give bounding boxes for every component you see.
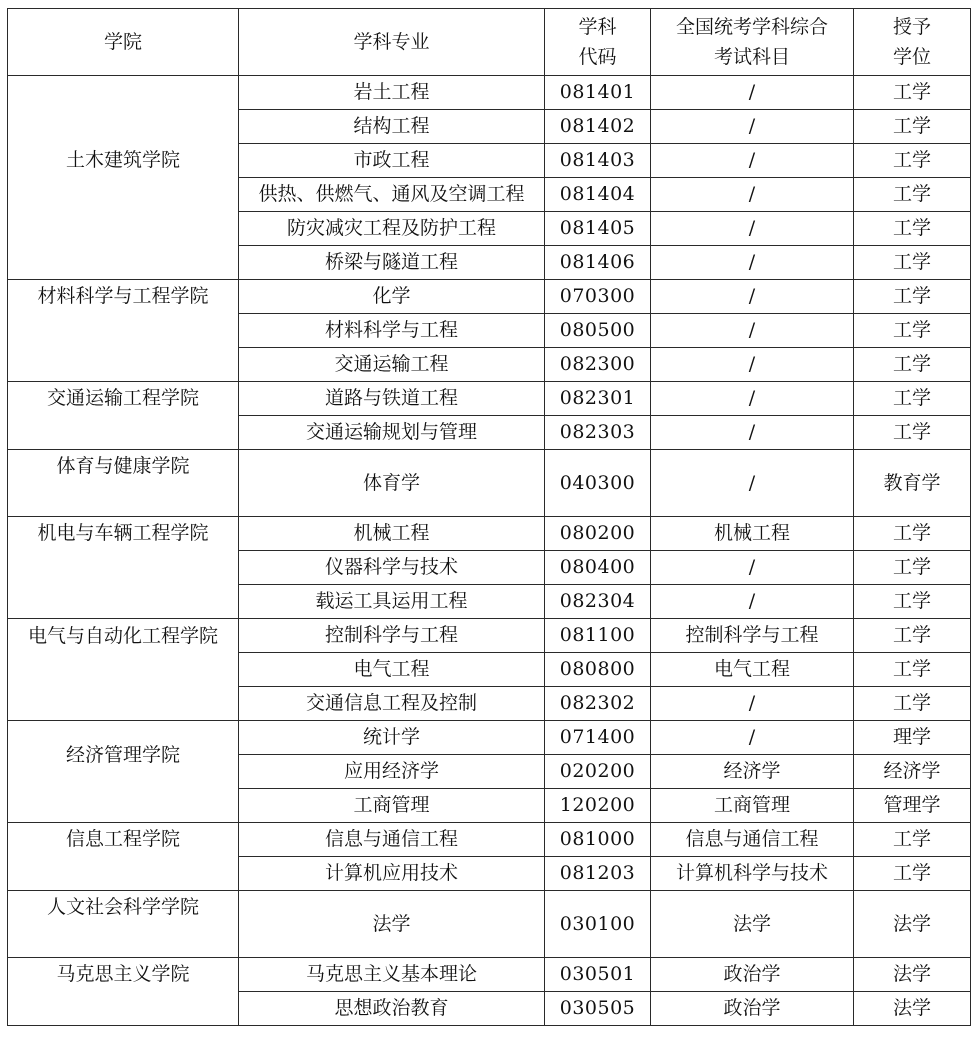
exam-subject-cell: 经济学 (651, 755, 854, 789)
exam-subject-cell: / (651, 212, 854, 246)
table-row (8, 958, 971, 992)
college-name-cell: 交通运输工程学院 (8, 382, 239, 450)
college-name-cell: 机电与车辆工程学院 (8, 517, 239, 619)
major-cell: 体育学 (239, 450, 545, 517)
exam-subject-cell: 控制科学与工程 (651, 619, 854, 653)
degree-cell: 工学 (854, 178, 971, 212)
header-row (8, 9, 971, 76)
code-cell: 082303 (545, 416, 651, 450)
major-cell: 信息与通信工程 (239, 823, 545, 857)
degree-cell: 工学 (854, 619, 971, 653)
exam-subject-cell: / (651, 585, 854, 619)
major-cell: 载运工具运用工程 (239, 585, 545, 619)
header-code (545, 9, 651, 76)
exam-subject-cell: 机械工程 (651, 517, 854, 551)
code-cell: 082304 (545, 585, 651, 619)
major-cell: 桥梁与隧道工程 (239, 246, 545, 280)
degree-cell: 管理学 (854, 789, 971, 823)
degree-cell: 工学 (854, 110, 971, 144)
code-cell: 080400 (545, 551, 651, 585)
exam-subject-cell: / (651, 76, 854, 110)
college-name-cell: 材料科学与工程学院 (8, 280, 239, 382)
code-cell: 081404 (545, 178, 651, 212)
exam-subject-cell: 法学 (651, 891, 854, 958)
college-name-cell: 人文社会科学学院 (8, 891, 239, 958)
major-cell: 岩土工程 (239, 76, 545, 110)
code-cell: 040300 (545, 450, 651, 517)
header-degree-line2: 学位 (892, 46, 931, 68)
code-cell: 081403 (545, 144, 651, 178)
exam-subject-cell: / (651, 551, 854, 585)
code-cell: 081401 (545, 76, 651, 110)
degree-cell: 理学 (854, 721, 971, 755)
exam-subject-cell: / (651, 687, 854, 721)
major-cell: 机械工程 (239, 517, 545, 551)
exam-subject-cell: / (651, 144, 854, 178)
exam-subject-cell: / (651, 246, 854, 280)
exam-subject-cell: / (651, 416, 854, 450)
exam-subject-cell: 计算机科学与技术 (651, 857, 854, 891)
exam-subject-cell: / (651, 280, 854, 314)
code-cell: 080200 (545, 517, 651, 551)
header-major: 学科专业 (239, 9, 545, 76)
exam-subject-cell: 政治学 (651, 992, 854, 1026)
code-cell: 080500 (545, 314, 651, 348)
major-cell: 结构工程 (239, 110, 545, 144)
college-name-cell: 土木建筑学院 (8, 76, 239, 280)
degree-cell: 工学 (854, 585, 971, 619)
code-cell: 081405 (545, 212, 651, 246)
code-cell: 030501 (545, 958, 651, 992)
code-cell: 020200 (545, 755, 651, 789)
degree-cell: 教育学 (854, 450, 971, 517)
major-cell: 交通运输规划与管理 (239, 416, 545, 450)
exam-subject-cell: 电气工程 (651, 653, 854, 687)
degree-cell: 经济学 (854, 755, 971, 789)
table-row (8, 280, 971, 314)
college-name-cell: 信息工程学院 (8, 823, 239, 891)
degree-cell: 工学 (854, 246, 971, 280)
code-cell: 120200 (545, 789, 651, 823)
degree-cell: 工学 (854, 416, 971, 450)
code-cell: 030100 (545, 891, 651, 958)
major-cell: 化学 (239, 280, 545, 314)
degree-cell: 工学 (854, 857, 971, 891)
degree-cell: 工学 (854, 653, 971, 687)
header-exam (651, 9, 854, 76)
code-cell: 030505 (545, 992, 651, 1026)
major-cell: 材料科学与工程 (239, 314, 545, 348)
table-row (8, 891, 971, 958)
table-row (8, 517, 971, 551)
degree-cell: 法学 (854, 958, 971, 992)
degree-cell: 法学 (854, 992, 971, 1026)
exam-subject-cell: 政治学 (651, 958, 854, 992)
header-code-line1: 学科 (578, 16, 617, 38)
code-cell: 081000 (545, 823, 651, 857)
degree-cell: 工学 (854, 280, 971, 314)
code-cell: 081100 (545, 619, 651, 653)
exam-subject-cell: / (651, 314, 854, 348)
code-cell: 070300 (545, 280, 651, 314)
major-cell: 控制科学与工程 (239, 619, 545, 653)
college-name-cell: 电气与自动化工程学院 (8, 619, 239, 721)
major-cell: 供热、供燃气、通风及空调工程 (239, 178, 545, 212)
degree-cell: 工学 (854, 314, 971, 348)
major-cell: 马克思主义基本理论 (239, 958, 545, 992)
degree-cell: 工学 (854, 687, 971, 721)
code-cell: 081402 (545, 110, 651, 144)
exam-subject-cell: / (651, 450, 854, 517)
major-cell: 工商管理 (239, 789, 545, 823)
major-cell: 计算机应用技术 (239, 857, 545, 891)
exam-subject-cell: / (651, 721, 854, 755)
table-row (8, 450, 971, 517)
table-row (8, 619, 971, 653)
degree-cell: 工学 (854, 76, 971, 110)
exam-subject-cell: / (651, 110, 854, 144)
major-cell: 仪器科学与技术 (239, 551, 545, 585)
code-cell: 081406 (545, 246, 651, 280)
major-cell: 道路与铁道工程 (239, 382, 545, 416)
header-exam-line2: 考试科目 (713, 46, 790, 68)
table-row (8, 76, 971, 110)
major-cell: 市政工程 (239, 144, 545, 178)
degree-cell: 工学 (854, 823, 971, 857)
exam-subject-cell: 信息与通信工程 (651, 823, 854, 857)
degree-cell: 工学 (854, 348, 971, 382)
exam-subject-cell: / (651, 382, 854, 416)
major-cell: 防灾减灾工程及防护工程 (239, 212, 545, 246)
header-degree (854, 9, 971, 76)
college-name-cell: 经济管理学院 (8, 721, 239, 823)
header-degree-line1: 授予 (892, 16, 931, 38)
major-cell: 思想政治教育 (239, 992, 545, 1026)
code-cell: 082301 (545, 382, 651, 416)
code-cell: 071400 (545, 721, 651, 755)
major-cell: 交通信息工程及控制 (239, 687, 545, 721)
degree-cell: 法学 (854, 891, 971, 958)
program-table (7, 8, 971, 1026)
college-name-cell: 体育与健康学院 (8, 450, 239, 517)
header-code-line2: 代码 (578, 46, 617, 68)
degree-cell: 工学 (854, 212, 971, 246)
code-cell: 082302 (545, 687, 651, 721)
table-body (8, 76, 971, 1026)
header-exam-line1: 全国统考学科综合 (675, 16, 828, 38)
exam-subject-cell: 工商管理 (651, 789, 854, 823)
header-college: 学院 (8, 9, 239, 76)
code-cell: 081203 (545, 857, 651, 891)
degree-cell: 工学 (854, 551, 971, 585)
exam-subject-cell: / (651, 178, 854, 212)
major-cell: 法学 (239, 891, 545, 958)
table-row (8, 382, 971, 416)
code-cell: 080800 (545, 653, 651, 687)
major-cell: 应用经济学 (239, 755, 545, 789)
degree-cell: 工学 (854, 144, 971, 178)
major-cell: 电气工程 (239, 653, 545, 687)
college-name-cell: 马克思主义学院 (8, 958, 239, 1026)
code-cell: 082300 (545, 348, 651, 382)
degree-cell: 工学 (854, 382, 971, 416)
major-cell: 交通运输工程 (239, 348, 545, 382)
degree-cell: 工学 (854, 517, 971, 551)
exam-subject-cell: / (651, 348, 854, 382)
table-row (8, 721, 971, 755)
table-row (8, 823, 971, 857)
major-cell: 统计学 (239, 721, 545, 755)
